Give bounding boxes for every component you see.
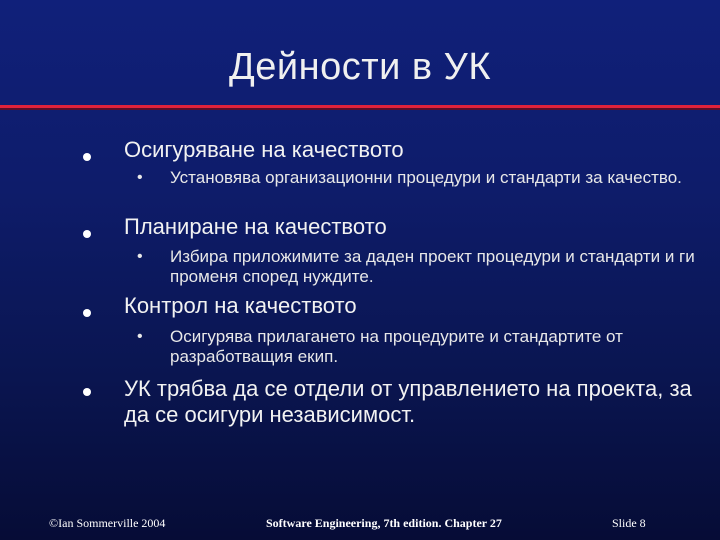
sub-bullet-item: Избира приложимите за даден проект процедури и стандарти и ги променя според нуждите. bbox=[170, 247, 695, 286]
bullet-item: Контрол на качеството bbox=[124, 293, 357, 318]
footer-copyright: ©Ian Sommerville 2004 bbox=[49, 516, 166, 530]
sub-bullet-dot: • bbox=[137, 169, 143, 186]
bullet-item: УК трябва да се отдели от управлението на проекта, за да се осигури независимост. bbox=[124, 376, 692, 427]
bullet-item: Осигуряване на качеството bbox=[124, 137, 404, 162]
sub-bullet-dot: • bbox=[137, 328, 143, 345]
sub-bullet-item: Установява организационни процедури и стандарти за качество. bbox=[170, 168, 682, 187]
bullet-dot bbox=[83, 388, 91, 396]
slide-title: Дейности в УК bbox=[229, 46, 491, 88]
bullet-dot bbox=[83, 309, 91, 317]
bullet-item: Планиране на качеството bbox=[124, 214, 387, 239]
footer-slide-number: Slide 8 bbox=[612, 516, 646, 530]
title-divider bbox=[0, 105, 720, 111]
sub-bullet-item: Осигурява прилагането на процедурите и стандартите от разработващия екип. bbox=[170, 327, 623, 366]
footer-book-title: Software Engineering, 7th edition. Chapter 27 bbox=[266, 516, 502, 530]
divider-shadow bbox=[0, 108, 720, 110]
bullet-dot bbox=[83, 153, 91, 161]
bullet-dot bbox=[83, 230, 91, 238]
sub-bullet-dot: • bbox=[137, 248, 143, 265]
